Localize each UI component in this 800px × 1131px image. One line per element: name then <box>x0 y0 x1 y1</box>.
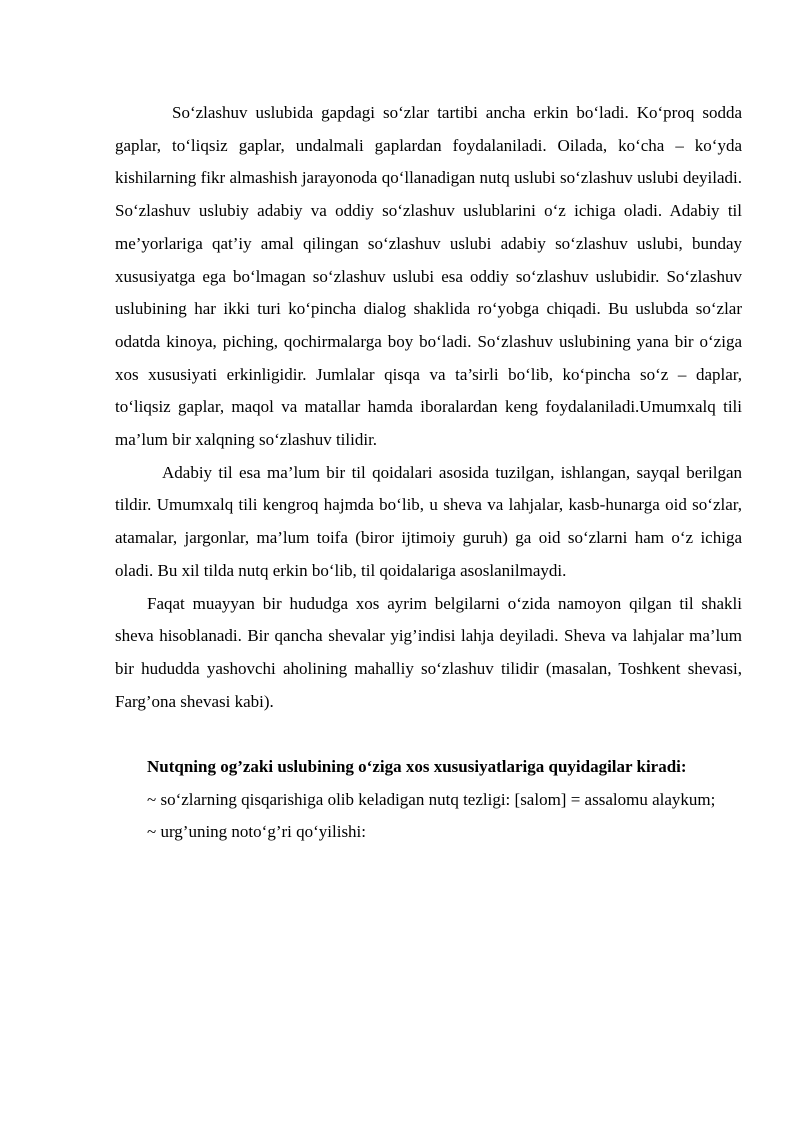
blank-line <box>115 718 742 751</box>
list-item: ~ urg’uning noto‘g’ri qo‘yilishi: <box>147 822 367 842</box>
document-body <box>115 97 742 849</box>
paragraph-conversational-style: So‘zlashuv uslubida gapdagi so‘zlar tartibi ancha erkin bo‘ladi. Ko‘proq sodda gaplar, to‘liqsiz gaplar, undalmali gaplardan foydalaniladi. Oilada, ko‘cha – ko‘yda kishilarning fikr almashish jarayonoda qo‘llanadigan nutq uslubi so‘zlashuv uslubi deyiladi. So‘zlashuv uslubiy adabiy va oddiy so‘zlashuv uslublarini o‘z ichiga oladi. Adabiy til me’yorlariga qat’iy amal qilingan so‘zlashuv uslubi adabiy so‘zlashuv uslubi, bunday xususiyatga ega bo‘lmagan so‘zlashuv uslubi esa oddiy so‘zlashuv uslubidir. So‘zlashuv uslubining har ikki turi ko‘pincha dialog shaklida ro‘yobga chiqadi. Bu uslubda so‘zlar odatda kinoya, piching, qochirmalarga boy bo‘ladi. So‘zlashuv uslubining yana bir o‘ziga xos xususiyati erkinligidir. Jumlalar qisqa va ta’sirli bo‘lib, ko‘pincha so‘z – daplar, to‘liqsiz gaplar, maqol va matallar hamda iboralardan keng foydalaniladi.Umumxalq tili ma’lum bir xalqning so‘zlashuv tilidir. <box>115 103 742 450</box>
paragraph-dialects: Faqat muayyan bir hududga xos ayrim belgilarni o‘zida namoyon qilgan til shakli sheva hisoblanadi. Bir qancha shevalar yig’indisi lahja deyiladi. Sheva va lahjalar ma’lum bir hududda yashovchi aholining mahalliy so‘zlashuv tilidir (masalan, Toshkent shevasi, Farg’ona shevasi kabi). <box>115 593 742 711</box>
paragraph-literary-language: Adabiy til esa ma’lum bir til qoidalari asosida tuzilgan, ishlangan, sayqal berilgan tildir. Umumxalq tili kengroq hajmda bo‘lib, u sheva va lahjalar, kasb-hunarga oid so‘zlar, atamalar, jargonlar, ma’lum toifa (biror ijtimoiy guruh) ga oid so‘zlarni ham o‘z ichiga oladi. Bu xil tilda nutq erkin bo‘lib, til qoidalariga asoslanilmaydi. <box>115 462 742 580</box>
list-item: ~ so‘zlarning qisqarishiga olib keladigan nutq tezligi: [salom] = assalomu alaykum; <box>147 789 716 809</box>
section-heading: Nutqning og’zaki uslubining o‘ziga xos xususiyatlariga quyidagilar kiradi: <box>147 757 687 777</box>
